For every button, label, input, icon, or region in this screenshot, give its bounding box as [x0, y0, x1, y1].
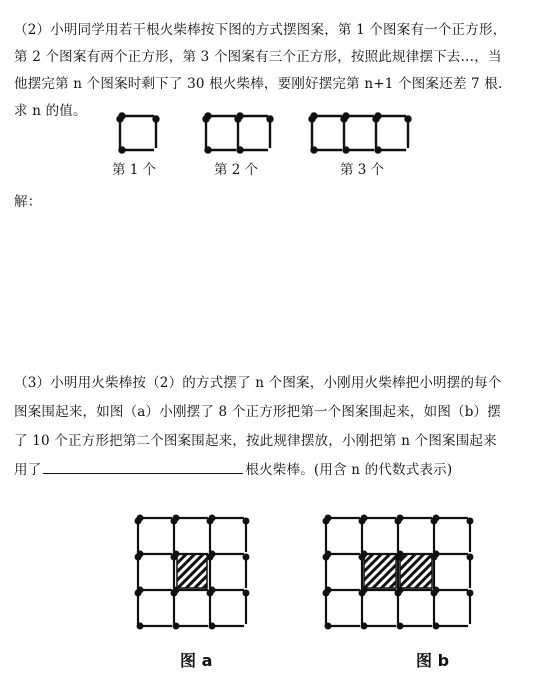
q3-last-suffix: 根火柴棒。(用含 n 的代数式表示) — [245, 462, 453, 478]
q2-line-1: （2）小明同学用若干根火柴棒按下图的方式摆图案，第 1 个图案有一个正方形， — [14, 22, 507, 38]
caption-pattern-1: 第 1 个 — [112, 162, 157, 178]
figure-a-label: 图 a — [180, 651, 213, 670]
q2-line-3: 他摆完第 n 个图案时剩下了 30 根火柴棒，要刚好摆完第 n+1 个图案还差 7 根. — [14, 76, 503, 92]
q3-line-3: 了 10 个正方形把第二个图案围起来，按此规律摆放，小刚把第 n 个图案围起来 — [14, 433, 497, 449]
q3-last-prefix: 用了 — [14, 462, 42, 478]
caption-pattern-2: 第 2 个 — [214, 162, 259, 178]
caption-pattern-3: 第 3 个 — [340, 162, 385, 178]
q3-line-2: 图案围起来，如图（a）小刚摆了 8 个正方形把第一个图案围起来，如图（b）摆 — [14, 404, 501, 420]
q3-line-1: （3）小明用火柴棒按（2）的方式摆了 n 个图案，小刚用火柴棒把小明摆的每个 — [14, 375, 502, 391]
q2-line-4: 求 n 的值。 — [14, 103, 87, 119]
figure-b-label: 图 b — [416, 651, 450, 670]
q2-line-2: 第 2 个图案有两个正方形，第 3 个图案有三个正方形，按照此规律摆下去…，当 — [14, 49, 502, 65]
answer-label: 解： — [14, 194, 42, 210]
